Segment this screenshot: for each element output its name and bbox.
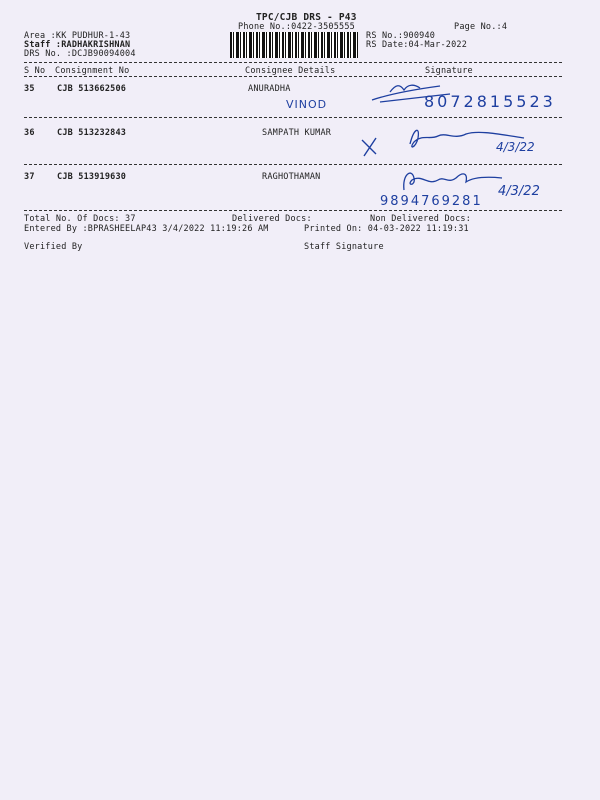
rs-date: RS Date:04-Mar-2022 <box>366 40 468 50</box>
area-label: Area :KK PUDHUR-1-43 <box>24 31 131 41</box>
col-consignment: Consignment No <box>55 66 130 76</box>
header-bottom-rule <box>24 76 562 77</box>
receiver-phone: 8072815523 <box>424 92 556 111</box>
receiver-name: VINOD <box>286 98 328 111</box>
signature-date: 4/3/22 <box>498 184 540 199</box>
staff-label: Staff :RADHAKRISHNAN <box>24 40 131 50</box>
col-sno: S No <box>24 66 46 76</box>
table-bottom-rule <box>24 210 562 211</box>
verified-by: Verified By <box>24 242 83 252</box>
phone-number: Phone No.:0422-3505555 <box>238 22 355 32</box>
barcode <box>230 32 358 58</box>
row-sno: 35 <box>24 84 35 94</box>
row-sno: 36 <box>24 128 35 138</box>
staff-signature: Staff Signature <box>304 242 384 252</box>
row-consignee: RAGHOTHAMAN <box>262 172 321 182</box>
drs-number: DRS No. :DCJB90094004 <box>24 49 136 59</box>
row-consignee: ANURADHA <box>248 84 291 94</box>
document-title: TPC/CJB DRS - P43 <box>256 12 357 23</box>
row-consignment: CJB 513919630 <box>57 172 127 182</box>
signature-scribble <box>398 164 508 194</box>
printed-on: Printed On: 04-03-2022 11:19:31 <box>304 224 469 234</box>
total-docs: Total No. Of Docs: 37 <box>24 214 136 224</box>
entered-by: Entered By :BPRASHEELAP43 3/4/2022 11:19:26 AM <box>24 224 269 234</box>
signature-date: 4/3/22 <box>496 140 535 154</box>
row-consignment: CJB 513232843 <box>57 128 127 138</box>
row-consignee: SAMPATH KUMAR <box>262 128 332 138</box>
row-divider <box>24 117 562 118</box>
rs-number: RS No.:900940 <box>366 31 436 41</box>
receiver-phone: 9894769281 <box>380 194 483 209</box>
row-sno: 37 <box>24 172 35 182</box>
col-consignee: Consignee Details <box>245 66 336 76</box>
col-signature: Signature <box>425 66 473 76</box>
delivered-docs: Delivered Docs: <box>232 214 312 224</box>
page-number: Page No.:4 <box>454 22 508 32</box>
header-top-rule <box>24 62 562 63</box>
non-delivered-docs: Non Delivered Docs: <box>370 214 472 224</box>
row-consignment: CJB 513662506 <box>57 84 127 94</box>
